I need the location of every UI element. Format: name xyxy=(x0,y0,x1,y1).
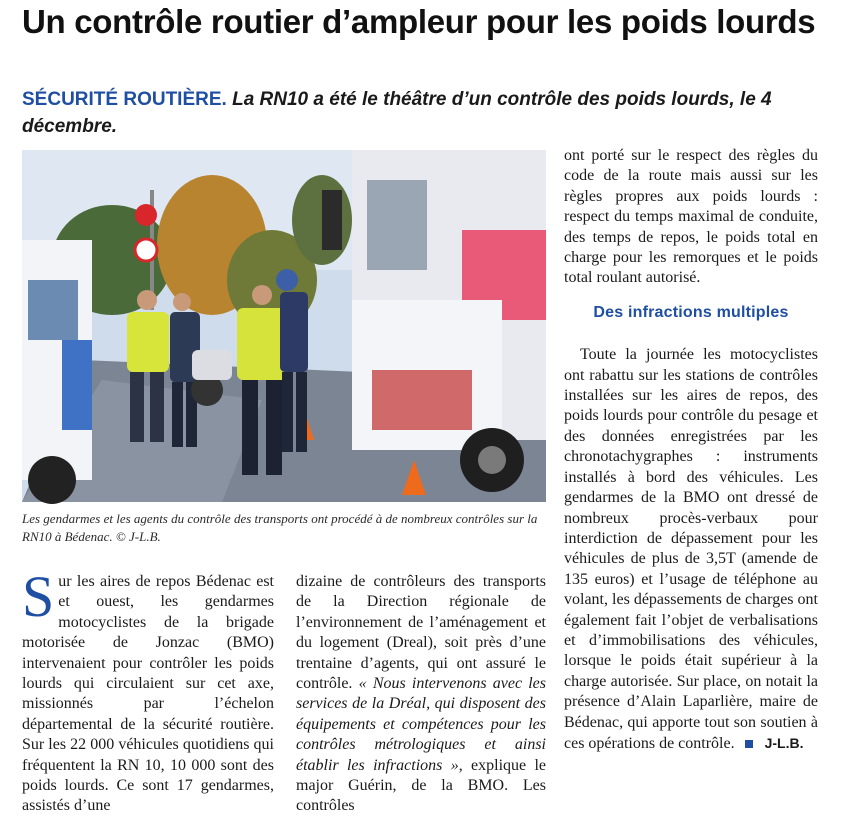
subhead xyxy=(22,86,832,140)
photo-caption: Les gendarmes et les agents du contrôle des transports ont procédé à de nombreux contrôles sur la RN10 à Bédenac. © J-L.B. xyxy=(22,511,538,544)
column-1-text: ur les aires de repos Bédenac est et ouest, les gendarmes motocyclistes de la brigade motorisée de Jonzac (BMO) intervenaient pour contrôler les poids lourds qui circulaient sur cet axe, missionnés par l’échelon départemental de la sécurité routière. Sur les 22 000 véhicules quotidiens qui fréquentent la RN 10, 10 000 sont des poids lourds. Ce sont 17 gendarmes, assistés d’une xyxy=(22,573,274,815)
column-1 xyxy=(22,564,274,817)
photo-illustration xyxy=(22,150,546,502)
end-square-icon xyxy=(745,740,753,748)
column-3-text-b: Toute la journée les motocyclistes ont rabattu sur les stations de contrôles installées sur les aires de repos, des poids lourds pour contrôle du pesage et des données enregistrées par les chronotachygraphes : instruments installés à bord des véhicules. Les gendarmes de la BMO ont dressé de nombreux procès-verbaux pour interdiction de dépassement pour les véhicules de plus de 3,5T (amende de 135 euros) et l’usage de téléphone au volant, les dépassements de charges ont également fait l’objet de verbalisations et d’immobilisations des véhicules, lorsque le poids était supérieur à la charge autorisée. Sur place, on notait la présence d’Alain Laparlière, maire de Bédenac, qui apporte tout son soutien à ces opérations de contrôle. xyxy=(564,346,818,752)
column-2 xyxy=(296,572,546,817)
column-3-text-a: ont porté sur le respect des règles du code de la route mais aussi sur les règles propres aux poids lourds : respect du temps maximal de conduite, des temps de repos, le poids total en charge pour les remorques et le poids total roulant autorisé. xyxy=(564,147,818,287)
dropcap: S xyxy=(22,564,55,629)
column-3-paragraph xyxy=(564,345,818,754)
article-photo xyxy=(22,150,546,502)
lead: La RN10 a été le théâtre d’un contrôle des poids lourds, le 4 décembre. xyxy=(22,89,772,137)
headline: Un contrôle routier d’ampleur pour les poids lourds xyxy=(22,3,816,40)
column-2-text-b: , explique le major Guérin, de la BMO. Les contrôles xyxy=(296,756,547,815)
column-2-text-a: dizaine de contrôleurs des transports de la Direction régionale de l’environnement de l’aménagement et du logement (Dreal), soit près d’une trentaine d’agents, qui ont assuré le contrôle. xyxy=(296,573,546,693)
signature: J-L.B. xyxy=(764,734,804,751)
column-3 xyxy=(564,146,818,754)
kicker: SÉCURITÉ ROUTIÈRE. xyxy=(22,89,227,110)
section-title: Des infractions multiples xyxy=(593,303,789,321)
quote: « Nous intervenons avec les services de la Dréal, qui disposent des équipements et compétences pour les contrôles métrologiques et ainsi établir les infractions » xyxy=(296,675,547,774)
